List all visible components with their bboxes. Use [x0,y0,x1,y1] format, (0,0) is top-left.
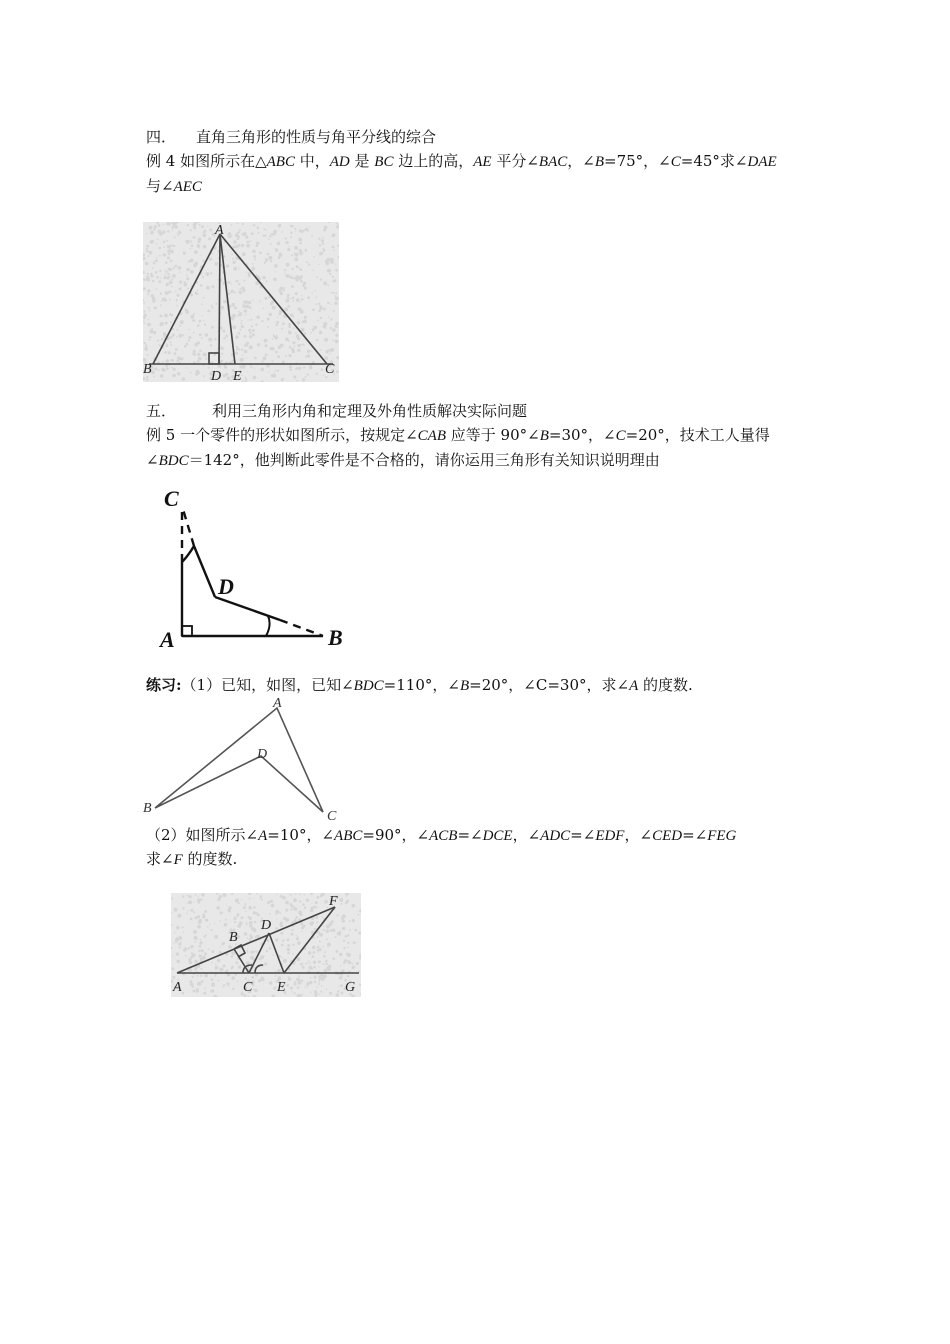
label-B: B [229,930,238,945]
example-5-text-line2: ∠BDC＝142°，他判断此零件是不合格的，请你运用三角形有关知识说明理由 [146,451,660,469]
practice-q2-line2: 求∠F 的度数. [146,850,238,868]
practice-q1-figure [143,696,343,822]
practice-q1-text: 练习:（1）已知，如图，已知∠BDC=110°，∠B=20°，∠C=30°，求∠A 的度数. [146,676,693,694]
label-D: D [257,747,268,762]
label-E: E [233,369,242,382]
practice-q2-figure [171,893,361,997]
label-D: D [211,369,222,382]
label-B: B [328,625,343,650]
label-A: A [273,696,282,711]
practice-label: 练习: [146,676,182,694]
label-C: C [327,809,337,822]
label-C: C [164,486,179,511]
example-4-text-line1: 例 4 如图所示在△ABC 中，AD 是 BC 边上的高，AE 平分∠BAC，∠B=75°，∠C=45°求∠DAE [146,152,777,170]
label-D: D [261,918,272,933]
section-4-heading [146,126,436,148]
label-B: B [143,801,152,816]
label-C: C [325,362,335,377]
example-5-text-line1: 例 5 一个零件的形状如图所示，按规定∠CAB 应等于 90°∠B=30°，∠C=20°，技术工人量得 [146,426,770,444]
section-5-number: 五． [146,402,177,420]
example-5-figure [158,482,358,652]
label-A: A [173,980,182,995]
label-F: F [329,894,338,909]
label-B: B [143,362,152,377]
label-D: D [218,574,234,599]
section-4-number: 四． [146,128,177,146]
section-5-title: 利用三角形内角和定理及外角性质解决实际问题 [212,402,528,420]
practice-q2-line1: （2）如图所示∠A=10°，∠ABC=90°，∠ACB=∠DCE，∠ADC=∠EDF，∠CED=∠FEG [146,826,737,844]
section-5-heading [146,400,527,422]
label-A: A [215,223,224,238]
label-A: A [160,627,175,652]
label-E: E [277,980,286,995]
example-4-text-line2: 与∠AEC [146,177,202,195]
label-C: C [243,980,253,995]
label-G: G [345,980,356,995]
section-4-title: 直角三角形的性质与角平分线的综合 [196,128,437,146]
example-4-figure [143,222,339,382]
